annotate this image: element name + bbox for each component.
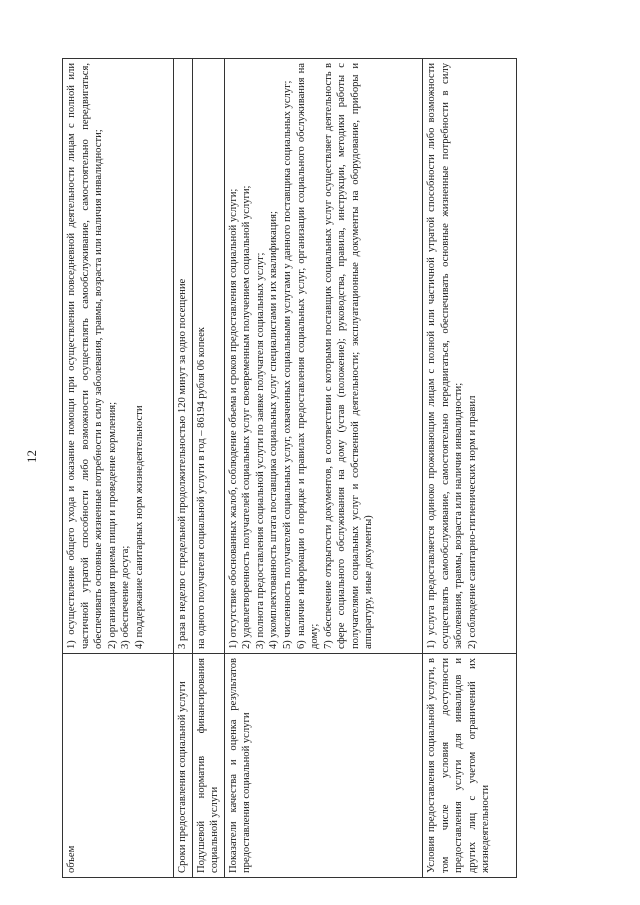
list-item: 4) поддержание санитарных норм жизнедеятельности bbox=[133, 405, 145, 649]
list-item: 1) осуществление общего ухода и оказание помощи при осуществлении повседневной деятельности лицам с полной или частичной утратой способности либо возможности осуществлять самообслуживание, самостоятельно передвигаться, обеспечивать основные жизненные потребности в силу заболевания, травмы, возраста или наличия инвалидности; bbox=[66, 63, 105, 649]
page-number: 12 bbox=[24, 450, 39, 463]
list-item: 4) укомплектованность штата поставщика социальных услуг специалистами и их квалификация; bbox=[268, 211, 280, 649]
label-text: Подушевой норматив финансирования социальной услуги bbox=[195, 658, 221, 873]
label-funding bbox=[192, 654, 224, 878]
label-text: Условия предоставления социальной услуги, в том числе условия доступности предоставления услуги для инвалидов и других лиц с учетом ограничений их жизнедеятельности bbox=[426, 658, 492, 873]
list-item: 1) отсутствие обоснованных жалоб, соблюдение объема и сроков предоставления социальной услуги; bbox=[227, 188, 239, 649]
list-item: 5) численность получателей социальных услуг, охваченных социальными услугами у данного поставщика социальных услуг; bbox=[282, 80, 293, 649]
service-description-table bbox=[62, 58, 517, 878]
volume-list bbox=[65, 63, 146, 649]
value-text: 3 раза в неделю с предельной продолжительностью 120 минут за одно посещение bbox=[177, 278, 189, 649]
list-item: 2) соблюдение санитарно-гигиенических норм и правил bbox=[466, 395, 478, 649]
list-item: 3) полнота предоставления социальной услуги по заявке получателя социальных услуг; bbox=[254, 252, 266, 649]
list-item: 6) наличие информации о порядке и правилах предоставления социальных услуг, организации социального обслуживания на дому; bbox=[295, 63, 321, 649]
value-volume bbox=[63, 59, 174, 654]
quality-list bbox=[227, 63, 376, 649]
list-item: 1) услуга предоставляется одиноко проживающим лицам с полной или частичной утратой способности либо возможности осуществлять самообслуживание, самостоятельно передвигаться, обеспечивать основные жизненные потребности в силу заболевания, травмы, возраста или наличия инвалидности; bbox=[426, 63, 465, 649]
table-row-conditions bbox=[423, 59, 517, 878]
value-funding bbox=[192, 59, 224, 654]
value-conditions bbox=[423, 59, 517, 654]
table-row-terms bbox=[174, 59, 193, 878]
label-quality bbox=[224, 654, 422, 878]
label-text: объем bbox=[66, 845, 77, 873]
table-row-volume bbox=[63, 59, 174, 878]
value-terms bbox=[174, 59, 193, 654]
value-text: на одного получателя социальной услуги в год – 86194 рубля 06 копеек bbox=[195, 327, 207, 649]
conditions-list bbox=[425, 63, 479, 649]
label-text: Сроки предоставления социальной услуги bbox=[177, 681, 189, 873]
list-item: 2) удовлетворенность получателей социальных услуг своевременным получением социальной услуги; bbox=[241, 185, 253, 649]
label-text: Показатели качества и оценка результатов предоставления социальной услуги bbox=[227, 658, 253, 873]
label-terms bbox=[174, 654, 193, 878]
service-table-sheet bbox=[62, 58, 517, 878]
table-row-quality bbox=[224, 59, 422, 878]
value-quality bbox=[224, 59, 422, 654]
label-volume bbox=[63, 654, 174, 878]
label-conditions bbox=[423, 654, 517, 878]
list-item: 2) организация приема пищи и проведение кормления; bbox=[106, 401, 118, 649]
list-item: 7) обеспечение открытости документов, в соответствии с которыми поставщик социальных услуг осуществляет деятельность в сфере социального обслуживания на дому (устав (положение); руководства, правила, инструкции, методики работы с получателями социальных услуг и собственной деятельности; эксплуатационные документы на оборудование, приборы и аппаратуру, иные документы) bbox=[322, 63, 375, 649]
table-row-funding bbox=[192, 59, 224, 878]
list-item: 3) обеспечение досуга; bbox=[120, 545, 132, 649]
